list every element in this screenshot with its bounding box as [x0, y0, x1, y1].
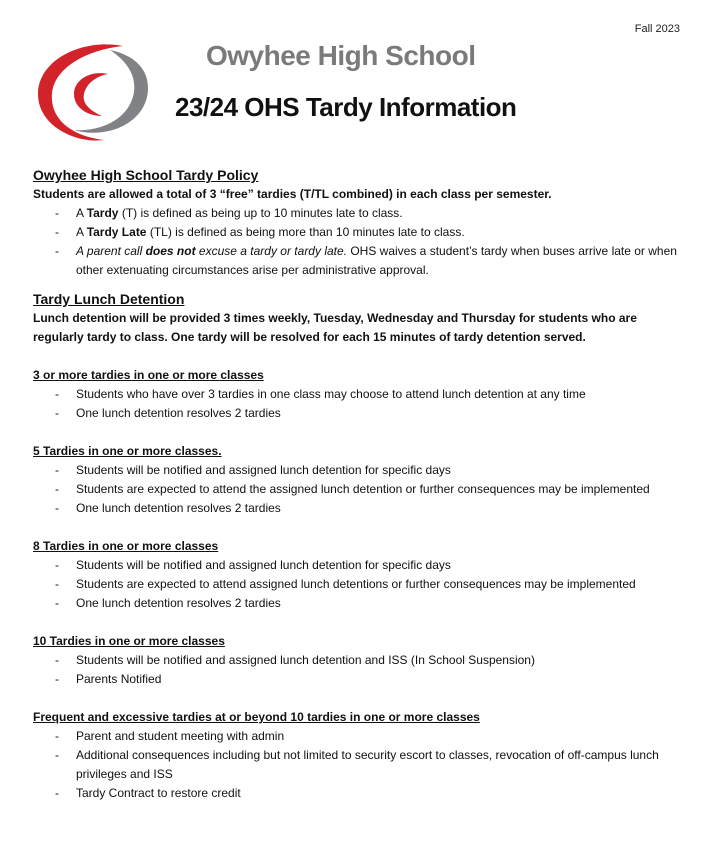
- section-heading: 8 Tardies in one or more classes: [33, 539, 219, 553]
- term-label: Fall 2023: [634, 23, 680, 35]
- section-list: [33, 385, 683, 423]
- section-list: [33, 461, 683, 518]
- section-heading: Frequent and excessive tardies at or beyond 10 tardies in one or more classes: [33, 710, 480, 724]
- list-item: - Students will be notified and assigned lunch detention for specific days: [33, 556, 683, 575]
- detention-heading: Tardy Lunch Detention: [33, 291, 185, 307]
- section-list: [33, 651, 683, 689]
- list-item: - A parent call does not excuse a tardy or tardy late. OHS waives a student’s tardy when buses arrive late or when other extenuating circumstances arise per administrative approval.: [33, 242, 683, 280]
- list-item: - One lunch detention resolves 2 tardies: [33, 594, 683, 613]
- logo-gray-swoosh: [74, 50, 148, 133]
- policy-list: [33, 204, 683, 280]
- list-item: - A Tardy Late (TL) is defined as being more than 10 minutes late to class.: [33, 223, 683, 242]
- list-item: - Students will be notified and assigned lunch detention and ISS (In School Suspension): [33, 651, 683, 670]
- section-heading: 10 Tardies in one or more classes: [33, 634, 225, 648]
- list-item: - One lunch detention resolves 2 tardies: [33, 404, 683, 423]
- list-item: - Parent and student meeting with admin: [33, 727, 683, 746]
- list-item: - Students who have over 3 tardies in one class may choose to attend lunch detention at any time: [33, 385, 683, 404]
- list-item: - Parents Notified: [33, 670, 683, 689]
- list-item: - A Tardy (T) is defined as being up to 10 minutes late to class.: [33, 204, 683, 223]
- list-item: - Students are expected to attend assigned lunch detentions or further consequences may be implemented: [33, 575, 683, 594]
- school-logo: [30, 36, 154, 148]
- detention-intro: Lunch detention will be provided 3 times weekly, Tuesday, Wednesday and Thursday for students who are regularly tardy to class. One tardy will be resolved for each 15 minutes of tardy detention served.: [33, 311, 637, 344]
- school-name: Owyhee High School: [206, 40, 476, 71]
- section-heading: 3 or more tardies in one or more classes: [33, 368, 264, 382]
- document-body: [33, 166, 683, 803]
- section-list: [33, 556, 683, 613]
- policy-intro: Students are allowed a total of 3 “free” tardies (T/TL combined) in each class per semester.: [33, 187, 552, 201]
- list-item: - Students are expected to attend the assigned lunch detention or further consequences may be implemented: [33, 480, 683, 499]
- section-heading: 5 Tardies in one or more classes.: [33, 444, 222, 458]
- list-item: - Tardy Contract to restore credit: [33, 784, 683, 803]
- document-title: 23/24 OHS Tardy Information: [175, 92, 517, 122]
- list-item: - Additional consequences including but not limited to security escort to classes, revocation of off-campus lunch privileges and ISS: [33, 746, 683, 784]
- policy-heading: Owyhee High School Tardy Policy: [33, 167, 259, 183]
- logo-inner-swoosh: [74, 73, 108, 116]
- list-item: - Students will be notified and assigned lunch detention for specific days: [33, 461, 683, 480]
- section-list: [33, 727, 683, 803]
- list-item: - One lunch detention resolves 2 tardies: [33, 499, 683, 518]
